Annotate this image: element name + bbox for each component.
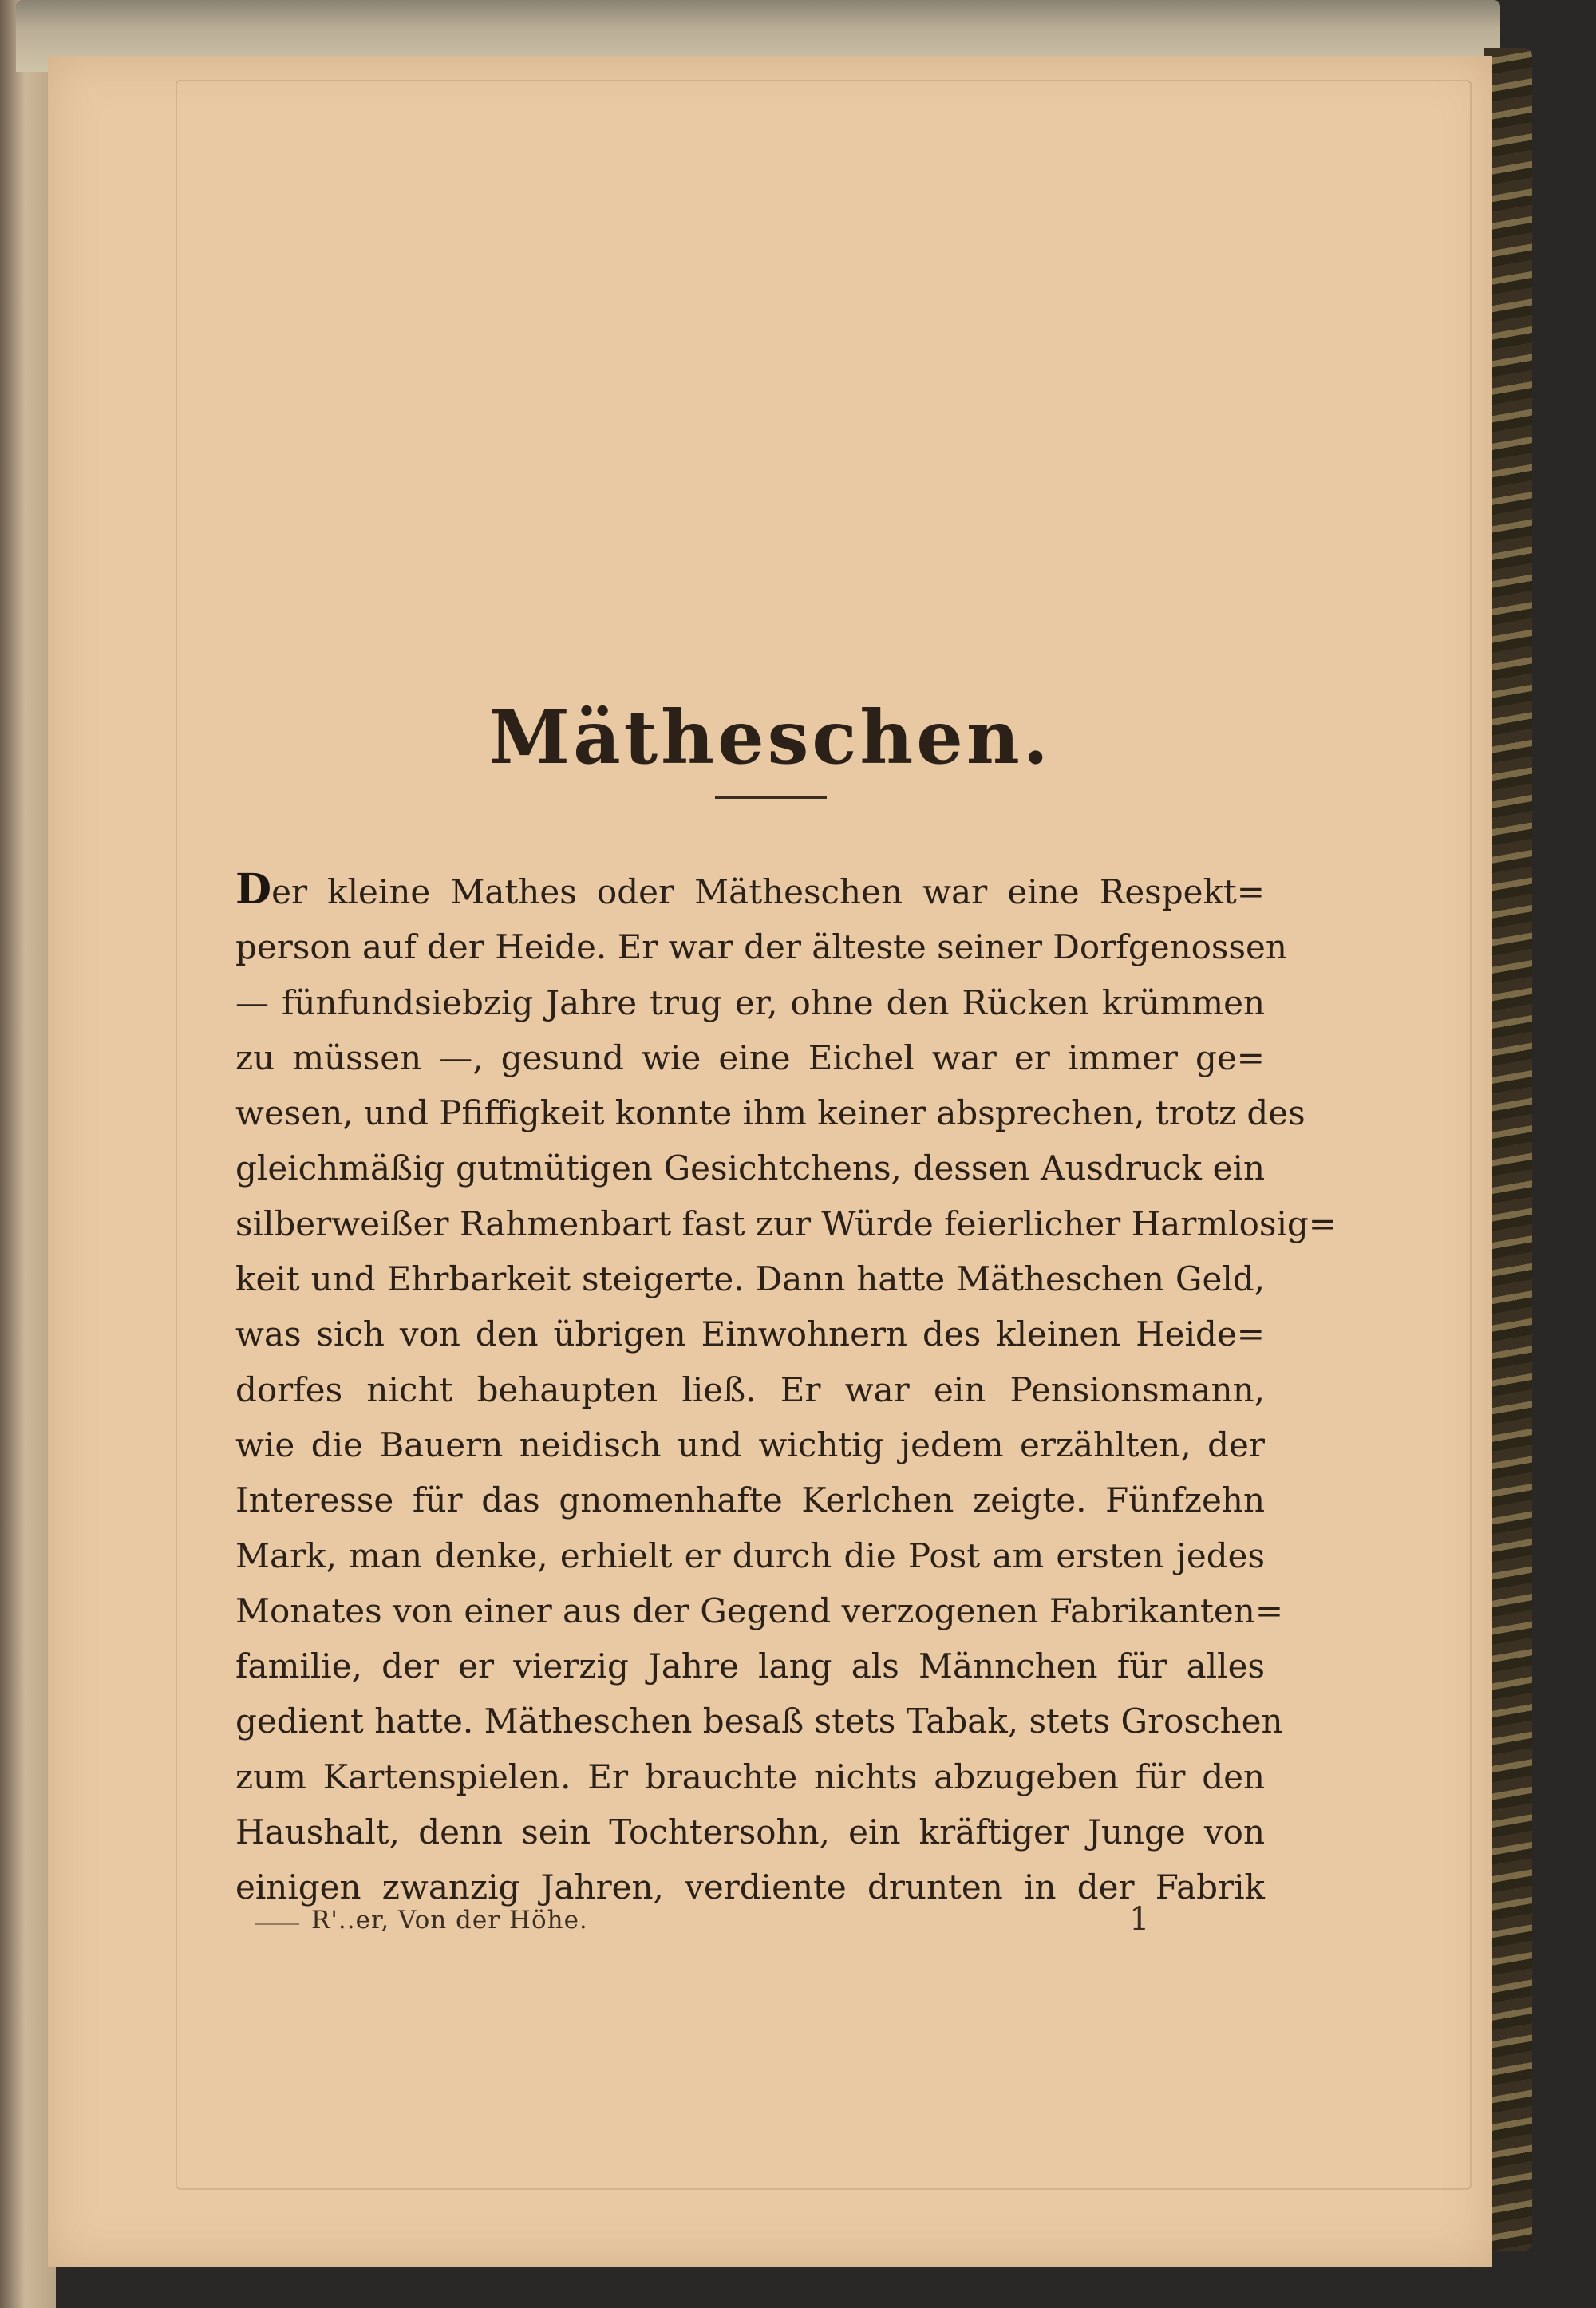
text-line: dorfes nicht behaupten ließ. Er war ein Pensionsmann,: [235, 1369, 1265, 1409]
page-number: 1: [1129, 1901, 1150, 1938]
text-line: keit und Ehrbarkeit steigerte. Dann hatte Mätheschen Geld,: [235, 1259, 1265, 1299]
footer-signature: R'..er, Von der Höhe.: [311, 1906, 588, 1935]
title-rule: [715, 796, 827, 799]
body-text: [235, 862, 1337, 1915]
text-line: zum Kartenspielen. Er brauchte nichts abzugeben für den: [235, 1757, 1265, 1796]
first-line-text: er kleine Mathes oder Mätheschen war eine Respekt=: [271, 872, 1265, 911]
initial-letter: D: [235, 865, 272, 914]
text-line: gedient hatte. Mätheschen besaß stets Tabak, stets Groschen: [235, 1701, 1283, 1741]
text-line: wie die Bauern neidisch und wichtig jedem erzählten, der: [235, 1425, 1265, 1464]
text-line: Interesse für das gnomenhafte Kerlchen zeigte. Fünfzehn: [235, 1480, 1265, 1520]
text-line: [235, 862, 1265, 919]
text-line: Mark, man denke, erhielt er durch die Post am ersten jedes: [235, 1535, 1265, 1575]
text-line: Monates von einer aus der Gegend verzogenen Fabrikanten=: [235, 1591, 1284, 1630]
text-line: was sich von den übrigen Einwohnern des kleinen Heide=: [235, 1314, 1265, 1354]
text-line: gleichmäßig gutmütigen Gesichtchens, dessen Ausdruck ein: [235, 1148, 1265, 1188]
text-line: wesen, und Pfiffigkeit konnte ihm keiner absprechen, trotz des: [235, 1093, 1306, 1133]
text-line: silberweißer Rahmenbart fast zur Würde feierlicher Harmlosig=: [235, 1203, 1337, 1243]
text-line: — fünfundsiebzig Jahre trug er, ohne den Rücken krümmen: [235, 982, 1265, 1022]
text-line: einigen zwanzig Jahren, verdiente drunten in der Fabrik: [235, 1867, 1265, 1907]
story-title: Mätheschen.: [488, 694, 1052, 781]
book-page: [48, 56, 1492, 2267]
text-line: familie, der er vierzig Jahre lang als Männchen für alles: [235, 1646, 1265, 1686]
text-line: zu müssen —, gesund wie eine Eichel war er immer ge=: [235, 1037, 1265, 1077]
text-line: Haushalt, denn sein Tochtersohn, ein kräftiger Junge von: [235, 1812, 1265, 1852]
text-line: person auf der Heide. Er war der älteste seiner Dorfgenossen: [235, 927, 1287, 967]
signature-dash: [255, 1923, 299, 1925]
